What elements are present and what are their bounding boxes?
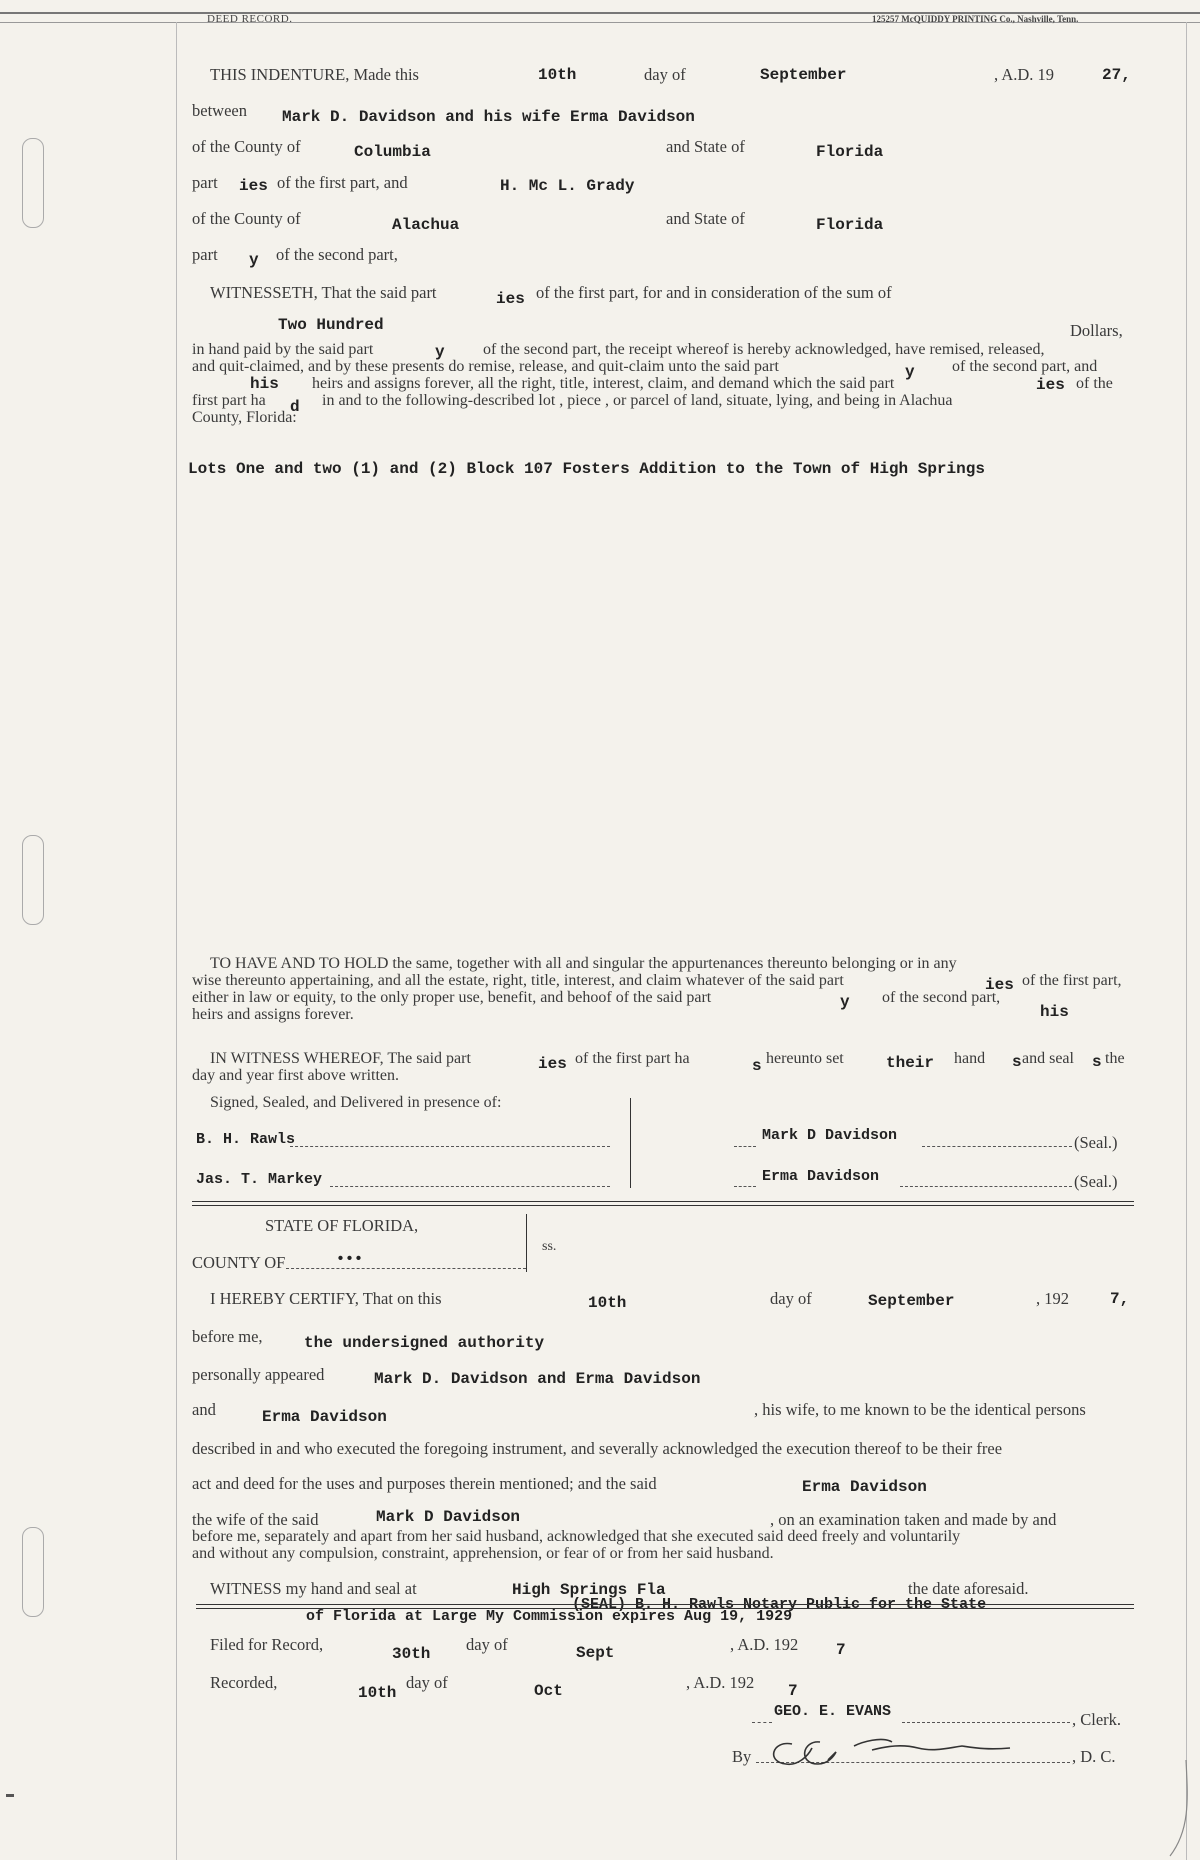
binder-hole-icon bbox=[22, 138, 44, 228]
ack-county-label: COUNTY OF bbox=[192, 1253, 286, 1272]
intro-text: of the second part, bbox=[276, 245, 398, 264]
ack-line: before me, separately and apart from her said husband, acknowledged that she executed said deed freely and voluntarily bbox=[192, 1528, 961, 1545]
witness-line: and seal bbox=[1022, 1050, 1074, 1067]
his-word: his bbox=[250, 375, 279, 393]
ack-text: , his wife, to me known to be the identical persons bbox=[754, 1400, 1086, 1419]
intro-text: between bbox=[192, 101, 247, 120]
ack-authority: the undersigned authority bbox=[304, 1334, 545, 1352]
ack-text: WITNESS my hand and seal at bbox=[210, 1579, 417, 1598]
part-suffix: y bbox=[840, 993, 850, 1011]
filing-text: , A.D. 192 bbox=[730, 1635, 799, 1654]
intro-text: day of bbox=[644, 65, 686, 84]
filed-month: Sept bbox=[576, 1644, 615, 1662]
county-1: Columbia bbox=[354, 143, 431, 161]
part-suffix: ies bbox=[239, 177, 268, 195]
ack-text: , 192 bbox=[1036, 1289, 1069, 1308]
ack-day: 10th bbox=[588, 1294, 627, 1312]
recorded-year: 7 bbox=[788, 1682, 798, 1700]
notary-line-2: of Florida at Large My Commission expires Aug 19, 1929 bbox=[306, 1608, 793, 1625]
ack-text: day of bbox=[770, 1289, 812, 1308]
page-curl-icon bbox=[1166, 1760, 1200, 1860]
ack-text: and bbox=[192, 1400, 216, 1419]
witnesseth-line: and quit-claimed, and by these presents do remise, release, and quit-claim unto the said part bbox=[192, 358, 779, 375]
filing-text: Filed for Record, bbox=[210, 1635, 324, 1654]
part-suffix: y bbox=[249, 251, 259, 269]
filing-text: day of bbox=[406, 1673, 448, 1692]
ack-persons: Mark D. Davidson and Erma Davidson bbox=[374, 1370, 701, 1388]
by-label: By bbox=[732, 1747, 752, 1766]
printer-imprint: 125257 McQUIDDY PRINTING Co., Nashville, Tenn. bbox=[872, 14, 1079, 24]
witnesseth-text: of the first part, for and in consideration of the sum of bbox=[536, 283, 892, 302]
ack-text: personally appeared bbox=[192, 1365, 325, 1384]
ack-year: 7, bbox=[1110, 1290, 1130, 1308]
part-suffix: s bbox=[1092, 1053, 1102, 1071]
habendum-line: TO HAVE AND TO HOLD the same, together with all and singular the appurtenances thereunto belonging or in any bbox=[210, 955, 957, 972]
part-suffix: d bbox=[290, 398, 300, 416]
his-word: his bbox=[1040, 1003, 1069, 1021]
part-suffix: ies bbox=[496, 290, 525, 308]
filing-text: day of bbox=[466, 1635, 508, 1654]
intro-text: THIS INDENTURE, Made this bbox=[210, 65, 419, 84]
witness-signature-2: Jas. T. Markey bbox=[196, 1171, 323, 1188]
witnesseth-line: heirs and assigns forever, all the right, title, interest, claim, and demand which the said part bbox=[312, 375, 895, 392]
recorded-day: 10th bbox=[358, 1684, 397, 1702]
part-suffix: ies bbox=[985, 976, 1014, 994]
ack-state: STATE OF FLORIDA, bbox=[265, 1216, 419, 1235]
ack-month: September bbox=[868, 1292, 955, 1310]
clerk-name: GEO. E. EVANS bbox=[774, 1703, 892, 1720]
their-word: their bbox=[886, 1054, 935, 1072]
seal-label: (Seal.) bbox=[1074, 1172, 1118, 1191]
part-suffix: ies bbox=[538, 1055, 567, 1073]
filed-day: 30th bbox=[392, 1645, 431, 1663]
signed-sealed-label: Signed, Sealed, and Delivered in presence of: bbox=[210, 1094, 502, 1111]
ack-text: I HEREBY CERTIFY, That on this bbox=[210, 1289, 442, 1308]
ack-text: described in and who executed the foregoing instrument, and severally acknowledged the execution thereof to be their free bbox=[192, 1439, 1003, 1458]
grantor-signature-1: Mark D Davidson bbox=[762, 1127, 898, 1144]
intro-text: , A.D. 19 bbox=[994, 65, 1055, 84]
witnesseth-line: in and to the following-described lot , piece , or parcel of land, situate, lying, and being in Alachua bbox=[322, 392, 953, 409]
notary-line-1: (SEAL) B. H. Rawls Notary Public for the State bbox=[572, 1596, 987, 1613]
habendum-line: of the first part, bbox=[1022, 972, 1122, 989]
witnesseth-line: in hand paid by the said part bbox=[192, 341, 374, 358]
ack-text: before me, bbox=[192, 1327, 263, 1346]
deputy-signature-text: C. G. Evans bbox=[912, 1747, 966, 1759]
witnesseth-text: WITNESSETH, That the said part bbox=[210, 283, 437, 302]
ack-county-value: ••• bbox=[336, 1251, 364, 1268]
county-2: Alachua bbox=[392, 216, 460, 234]
deed-day: 10th bbox=[538, 66, 577, 84]
grantors: Mark D. Davidson and his wife Erma Davidson bbox=[282, 108, 695, 126]
part-suffix: y bbox=[435, 343, 445, 361]
deputy-clerk-signature bbox=[762, 1726, 1062, 1770]
ack-wife-name-2: Erma Davidson bbox=[802, 1478, 927, 1496]
legal-description: Lots One and two (1) and (2) Block 107 Fosters Addition to the Town of High Springs bbox=[188, 460, 985, 478]
habendum-line: wise thereunto appertaining, and all the estate, right, title, interest, and claim whatever of the said part bbox=[192, 972, 844, 989]
part-suffix: ies bbox=[1036, 376, 1065, 394]
witness-line: hand bbox=[954, 1050, 986, 1067]
ack-text: the wife of the said bbox=[192, 1510, 319, 1529]
part-suffix: s bbox=[752, 1057, 762, 1075]
witnesseth-line: first part ha bbox=[192, 392, 266, 409]
part-suffix: s bbox=[1012, 1053, 1022, 1071]
margin-mark-icon bbox=[6, 1794, 14, 1797]
ack-place: High Springs Fla bbox=[512, 1581, 666, 1599]
witnesseth-line: of the bbox=[1076, 375, 1113, 392]
habendum-line: heirs and assigns forever. bbox=[192, 1006, 354, 1023]
ack-text: the date aforesaid. bbox=[908, 1579, 1029, 1598]
filing-text: Recorded, bbox=[210, 1673, 278, 1692]
binder-hole-icon bbox=[22, 835, 44, 925]
intro-text: of the County of bbox=[192, 209, 301, 228]
header-title: DEED RECORD. bbox=[207, 13, 293, 25]
dc-label: , D. C. bbox=[1072, 1747, 1116, 1766]
ack-wife-name: Erma Davidson bbox=[262, 1408, 387, 1426]
deed-month: September bbox=[760, 66, 847, 84]
witnesseth-line: of the second part, and bbox=[952, 358, 1098, 375]
ack-text: act and deed for the uses and purposes therein mentioned; and the said bbox=[192, 1474, 657, 1493]
ack-husband-name: Mark D Davidson bbox=[376, 1508, 521, 1526]
witness-line: hereunto set bbox=[766, 1050, 844, 1067]
intro-text: and State of bbox=[666, 209, 745, 228]
binder-hole-icon bbox=[22, 1527, 44, 1617]
state-2: Florida bbox=[816, 216, 884, 234]
intro-text: part bbox=[192, 173, 218, 192]
witnesseth-line: of the second part, the receipt whereof is hereby acknowledged, have remised, released, bbox=[483, 341, 1045, 358]
witness-line: day and year first above written. bbox=[192, 1067, 400, 1084]
clerk-label: , Clerk. bbox=[1072, 1710, 1122, 1729]
witness-signature-1: B. H. Rawls bbox=[196, 1131, 296, 1148]
intro-text: of the County of bbox=[192, 137, 301, 156]
part-suffix: y bbox=[905, 363, 915, 381]
filing-text: , A.D. 192 bbox=[686, 1673, 755, 1692]
ack-line: and without any compulsion, constraint, apprehension, or fear of or from her said husband. bbox=[192, 1545, 774, 1562]
consideration-amount: Two Hundred bbox=[278, 316, 384, 334]
seal-label: (Seal.) bbox=[1074, 1133, 1118, 1152]
intro-text: and State of bbox=[666, 137, 745, 156]
witnesseth-text: Dollars, bbox=[1070, 321, 1123, 340]
witness-line: of the first part ha bbox=[575, 1050, 690, 1067]
grantee: H. Mc L. Grady bbox=[500, 177, 635, 195]
grantor-signature-2: Erma Davidson bbox=[762, 1168, 880, 1185]
habendum-line: either in law or equity, to the only proper use, benefit, and behoof of the said part bbox=[192, 989, 712, 1006]
recorded-month: Oct bbox=[534, 1682, 563, 1700]
witnesseth-line: County, Florida: bbox=[192, 409, 297, 426]
intro-text: of the first part, and bbox=[277, 173, 408, 192]
witness-line: IN WITNESS WHEREOF, The said part bbox=[210, 1050, 471, 1067]
state-1: Florida bbox=[816, 143, 884, 161]
ack-ss: ss. bbox=[542, 1239, 557, 1254]
intro-text: part bbox=[192, 245, 218, 264]
witness-line: the bbox=[1105, 1050, 1125, 1067]
deed-year: 27, bbox=[1102, 66, 1131, 84]
habendum-line: of the second part, bbox=[882, 989, 1001, 1006]
filed-year: 7 bbox=[836, 1641, 846, 1659]
ack-text: , on an examination taken and made by and bbox=[770, 1510, 1057, 1529]
